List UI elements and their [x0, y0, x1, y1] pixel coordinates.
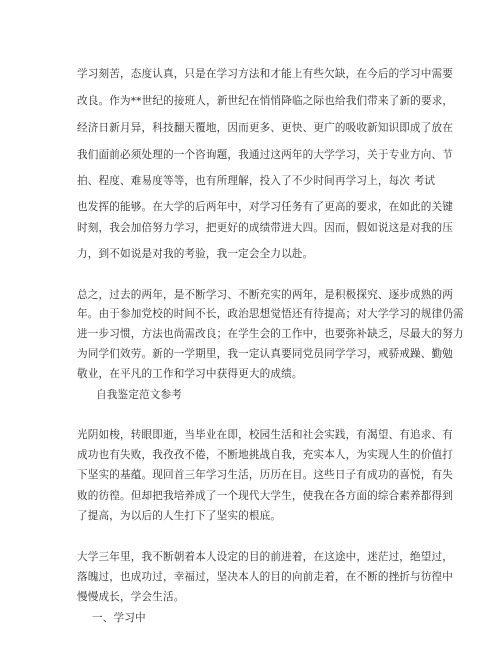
- paragraph-2-line-4: 为同学们效劳。新的一学期里，我一定认真要同党员同学学习，戒骄戒躁、勤勉: [77, 348, 454, 360]
- paragraph-4-line-3: 慢慢成长，学会生活。: [77, 591, 185, 603]
- paragraph-1-line-6: 也发挥的能够。在大学的后两年中，对学习任务有了更高的要求，在如此的关键: [77, 201, 454, 213]
- paragraph-3-line-2: 成功也有失败，我孜孜不倦，不断地挑战自我，充实本人，为实现人生的价值打: [77, 449, 454, 461]
- paragraph-1-line-1: 学习刻苦，态度认真，只是在学习方法和才能上有些欠缺，在今后的学习中需要: [77, 68, 454, 80]
- paragraph-3-line-1: 光阴如梭，转眼即逝，当毕业在即，校园生活和社会实践，有渴望、有追求、有: [77, 429, 454, 441]
- section-heading: 自我鉴定范文参考: [96, 389, 182, 401]
- paragraph-4-line-2: 落魄过，也成功过，幸福过，坚决本人的目的向前走着，在不断的挫折与彷徨中: [77, 571, 454, 583]
- paragraph-2-line-2: 年。由于参加党校的时间不长，政治思想觉悟还有待提高；对大学学习的规律仍需: [77, 308, 464, 320]
- paragraph-1-line-4: 我们面前必须处理的一个咨询题，我通过这两年的大学学习，关于专业方向、节: [77, 149, 454, 161]
- paragraph-3-line-4: 败的彷徨。但却把我培养成了一个现代大学生，使我在各方面的综合素养都得到: [77, 490, 454, 502]
- subsection-heading: 一、学习中: [92, 612, 146, 624]
- paragraph-2-line-5: 敬业，在平凡的工作和学习中获得更大的成绩。: [77, 368, 303, 380]
- paragraph-1-line-2: 改良。作为**世纪的接班人，新世纪在悄悄降临之际也给我们带来了新的要求，: [77, 95, 454, 107]
- paragraph-3-line-3: 下坚实的基蕴。现回首三年学习生活，历历在目。这些日子有成功的喜悦，有失: [77, 469, 454, 481]
- paragraph-2-line-1: 总之，过去的两年，是不断学习、不断充实的两年，是积极探究、逐步成熟的两: [77, 289, 454, 301]
- paragraph-1-line-5: 拍、程度、难易度等等，也有所理解，投入了不少时间再学习上，每次 考试: [77, 175, 436, 187]
- paragraph-1-line-7: 时刻，我会加倍努力学习，把更好的成绩带进大四。因而，假如说这是对我的压: [77, 222, 454, 234]
- paragraph-1-line-3: 经济日新月异，科技翻天覆地，因而更多、更快、更广的吸收新知识即成了放在: [77, 122, 454, 134]
- paragraph-2-line-3: 进一步习惯，方法也尚需改良；在学生会的工作中，也要弥补缺乏，尽最大的努力: [77, 328, 464, 340]
- paragraph-1-line-8: 力，到不如说是对我的考验，我一定会全力以赴。: [77, 248, 314, 260]
- paragraph-4-line-1: 大学三年里，我不断朝着本人设定的目的前进着，在这途中，迷茫过，绝望过，: [77, 551, 454, 563]
- paragraph-3-line-5: 了提高，为以后的人生打下了坚实的根底。: [77, 510, 282, 522]
